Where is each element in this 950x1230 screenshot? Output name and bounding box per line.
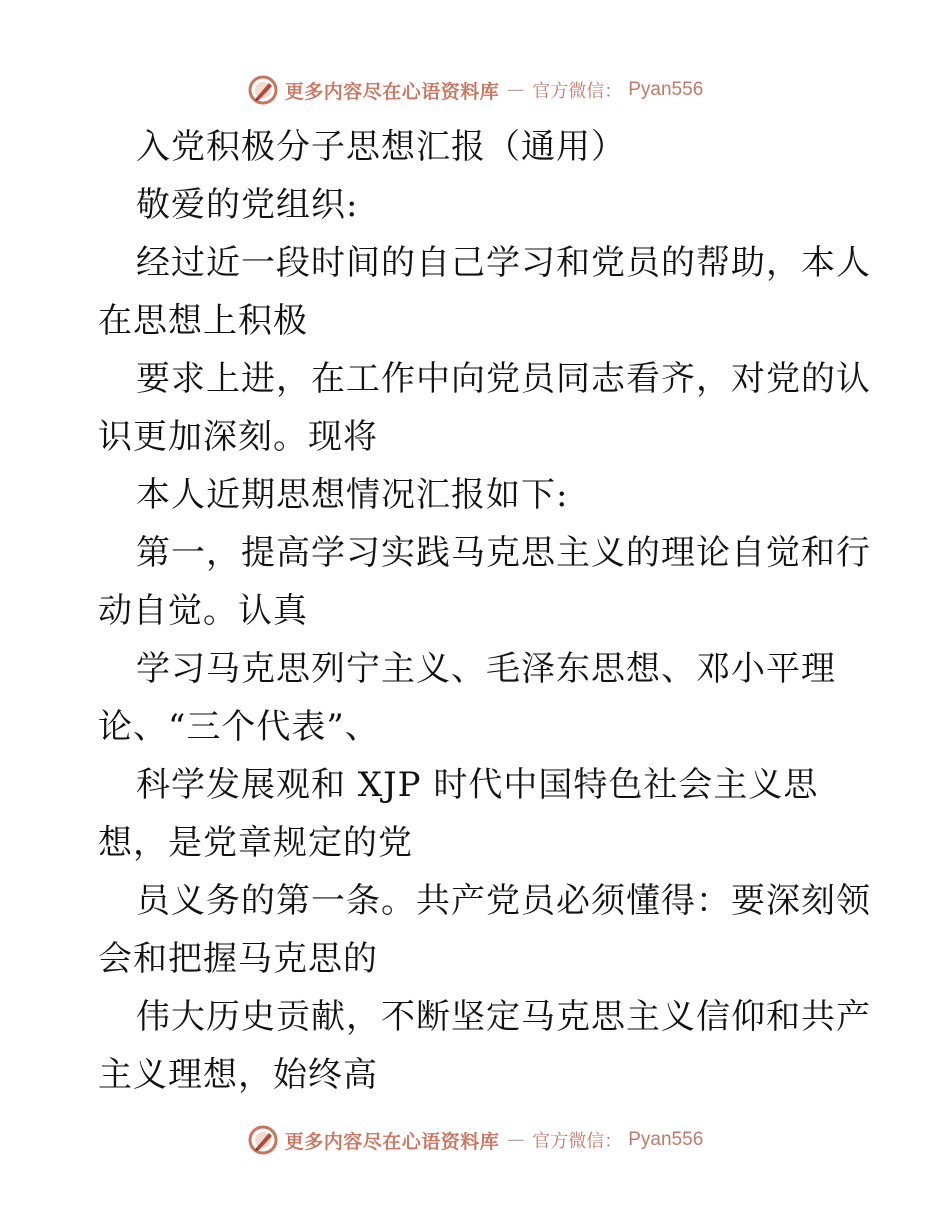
text-line: 动自觉。认真 bbox=[98, 591, 308, 631]
text-line: 论、“三个代表”、 bbox=[98, 707, 380, 747]
watermark-main-text: 更多内容尽在心语资料库 bbox=[284, 80, 500, 103]
text-line: 科学发展观和 XJP 时代中国特色社会主义思 bbox=[136, 765, 819, 805]
text-line: 员义务的第一条。共产党员必须懂得：要深刻领 bbox=[136, 881, 871, 921]
text-line: 识更加深刻。现将 bbox=[98, 417, 378, 457]
text-line: 第一，提高学习实践马克思主义的理论自觉和行 bbox=[136, 533, 871, 573]
pen-logo-icon bbox=[247, 1124, 279, 1156]
text-line: 本人近期思想情况汇报如下: bbox=[136, 475, 569, 515]
pen-logo-icon bbox=[247, 74, 279, 106]
watermark-separator: — bbox=[507, 80, 525, 100]
text-line: 在思想上积极 bbox=[98, 301, 308, 341]
watermark-wechat-label: 官方微信： bbox=[532, 81, 623, 102]
text-line: 敬爱的党组织: bbox=[136, 185, 359, 225]
text-line: 主义理想，始终高 bbox=[98, 1055, 378, 1095]
watermark-wechat-label: 官方微信： bbox=[532, 1131, 623, 1152]
text-line: 要求上进，在工作中向党员同志看齐，对党的认 bbox=[136, 359, 871, 399]
text-line: 经过近一段时间的自己学习和党员的帮助，本人 bbox=[136, 243, 871, 283]
watermark-wechat-id: Pyan556 bbox=[628, 79, 704, 100]
watermark-footer bbox=[0, 1120, 950, 1160]
text-line: 会和把握马克思的 bbox=[98, 939, 378, 979]
watermark-wechat-id: Pyan556 bbox=[628, 1129, 704, 1150]
watermark-main-text: 更多内容尽在心语资料库 bbox=[284, 1130, 500, 1153]
watermark-separator: — bbox=[507, 1130, 525, 1150]
text-line: 想，是党章规定的党 bbox=[98, 823, 413, 863]
text-line: 伟大历史贡献，不断坚定马克思主义信仰和共产 bbox=[136, 997, 871, 1037]
text-line: 入党积极分子思想汇报（通用） bbox=[136, 127, 626, 167]
watermark-header bbox=[0, 70, 950, 110]
document-body bbox=[98, 118, 871, 1104]
text-line: 学习马克思列宁主义、毛泽东思想、邓小平理 bbox=[136, 649, 836, 689]
